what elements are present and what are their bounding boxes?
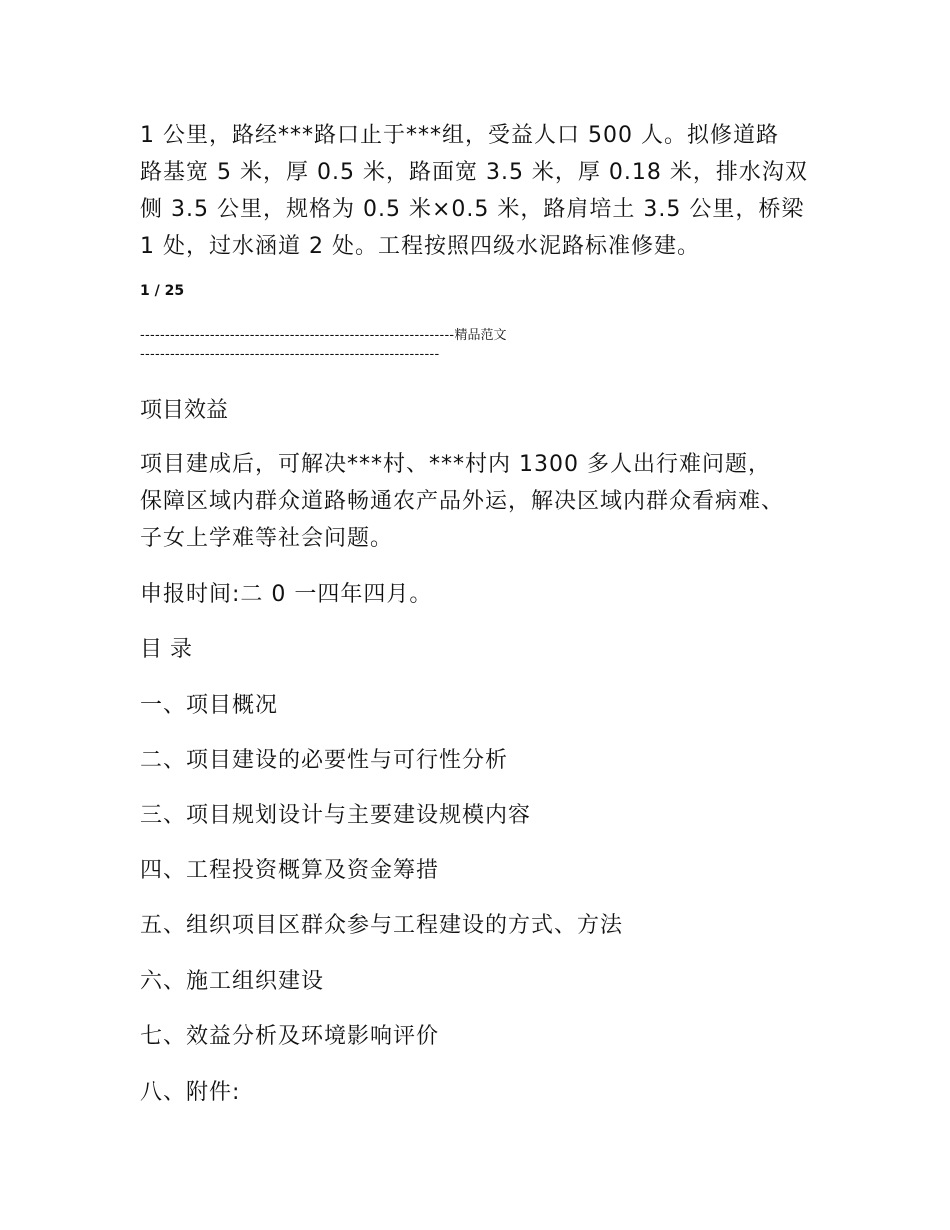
page-number: 1 / 25 (140, 283, 185, 299)
separator-label: 精品范文 (454, 328, 507, 343)
benefit-heading: 项目效益 (140, 398, 229, 423)
intro-line: 1 公里，路经***路口止于***组，受益人口 500 人。拟修道路 (140, 123, 779, 148)
benefit-line: 子女上学难等社会问题。 (140, 526, 394, 551)
toc-item: 三、项目规划设计与主要建设规模内容 (140, 803, 532, 828)
toc-item: 四、工程投资概算及资金筹措 (140, 858, 440, 883)
benefit-paragraph (140, 446, 820, 557)
intro-line: 1 处，过水涵道 2 处。工程按照四级水泥路标准修建。 (140, 234, 700, 259)
toc-item: 二、项目建设的必要性与可行性分析 (140, 748, 509, 773)
intro-line: 路基宽 5 米，厚 0.5 米，路面宽 3.5 米，厚 0.18 米，排水沟双 (140, 160, 808, 185)
separator-line-top (140, 324, 506, 343)
separator-dashes: --------------------------------------------------------------- (140, 328, 455, 343)
toc-item: 一、项目概况 (140, 693, 279, 718)
intro-paragraph (140, 117, 820, 265)
benefit-line: 项目建成后，可解决***村、***村内 1300 多人出行难问题， (140, 452, 771, 477)
toc-title: 目录 (140, 637, 201, 662)
separator-line-bottom: ------------------------------------------------------------ (140, 347, 440, 362)
toc-item: 六、施工组织建设 (140, 969, 325, 994)
toc-item: 五、组织项目区群众参与工程建设的方式、方法 (140, 913, 624, 938)
toc-item: 八、附件: (140, 1080, 241, 1105)
benefit-line: 保障区域内群众道路畅通农产品外运，解决区域内群众看病难、 (140, 489, 785, 514)
report-date: 申报时间:二 0 一四年四月。 (140, 582, 433, 607)
toc-item: 七、效益分析及环境影响评价 (140, 1024, 440, 1049)
intro-line: 侧 3.5 公里，规格为 0.5 米×0.5 米，路肩培土 3.5 公里，桥梁 (140, 197, 805, 222)
